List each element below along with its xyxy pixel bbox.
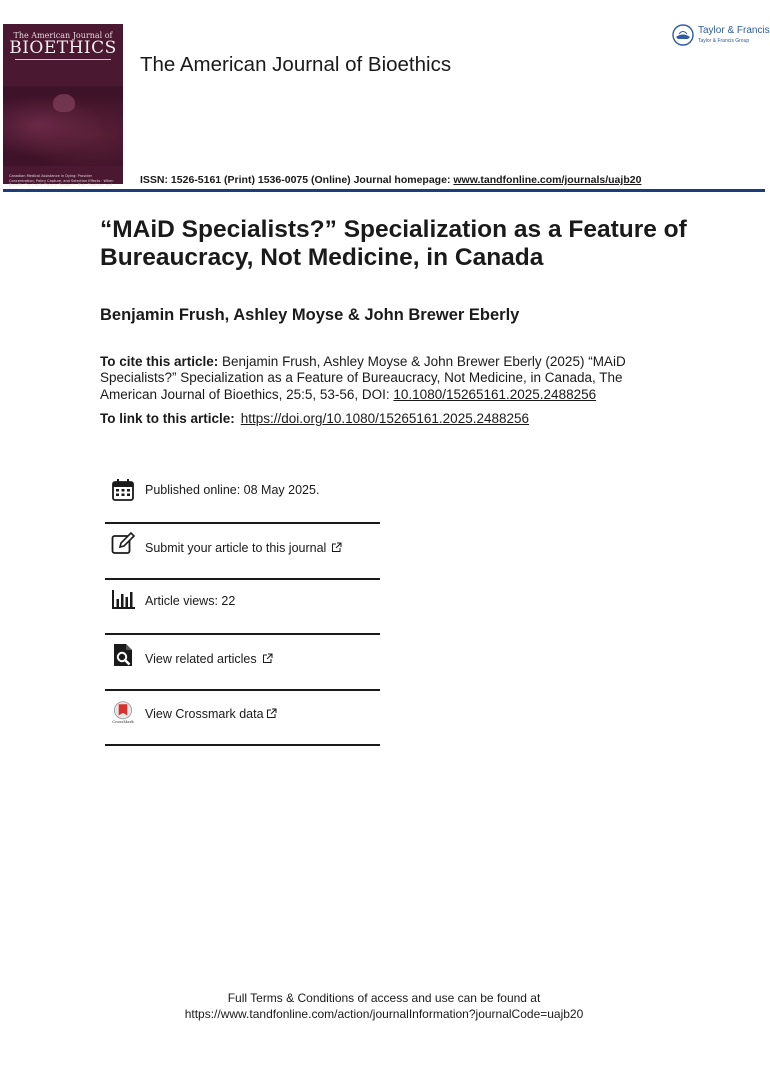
- cover-fine-print: Canadian Medical Assistance in Dying: Provider Concentration, Policy Capture, and Selection Effects · When Benefits Can Justify Risks in Research · Risk, Bioethics, and: [9, 174, 114, 187]
- external-link-icon: [266, 708, 277, 719]
- taylor-francis-icon: [672, 24, 694, 46]
- cover-divider: [15, 59, 111, 60]
- bar-chart-icon: [111, 588, 135, 612]
- crossmark-label: View Crossmark data: [145, 707, 264, 721]
- issn-line: [140, 174, 641, 186]
- related-articles-link[interactable]: [145, 652, 273, 666]
- external-link-icon: [262, 653, 273, 664]
- publisher-subname: Taylor & Francis Group: [698, 38, 750, 44]
- header-rule: [3, 189, 765, 192]
- article-doi-link[interactable]: https://doi.org/10.1080/15265161.2025.2488256: [240, 411, 530, 426]
- citation-label: To cite this article:: [100, 354, 219, 369]
- publisher-logo[interactable]: [672, 24, 768, 48]
- journal-homepage-link[interactable]: www.tandfonline.com/journals/uajb20: [453, 174, 642, 186]
- footer-terms: [0, 991, 768, 1022]
- publisher-name: Taylor & Francis: [698, 25, 770, 36]
- footer-line-1: Full Terms & Conditions of access and use can be found at: [227, 991, 541, 1005]
- journal-cover-image: [3, 24, 123, 187]
- citation-doi-link[interactable]: 10.1080/15265161.2025.2488256: [393, 386, 597, 402]
- citation-text: Benjamin Frush, Ashley Moyse & John Brewer Eberly (2025) “MAiD Specialists?” Specialization as a Feature of Bureaucracy, Not Medicine, in Canada, The American Journal of Bioethics, 25:5, 53-56, DOI:: [100, 354, 626, 402]
- info-divider: [105, 744, 380, 746]
- calendar-icon: [111, 478, 135, 502]
- crossmark-link[interactable]: [145, 707, 277, 721]
- external-link-icon: [331, 542, 342, 553]
- article-link-line: [100, 411, 529, 426]
- info-divider: [105, 633, 380, 635]
- issn-text: ISSN: 1526-5161 (Print) 1536-0075 (Online) Journal homepage:: [140, 174, 454, 186]
- article-title: “MAiD Specialists?” Specialization as a Feature of Bureaucracy, Not Medicine, in Canada: [100, 216, 687, 271]
- article-authors: Benjamin Frush, Ashley Moyse & John Brewer Eberly: [100, 306, 520, 324]
- submit-article-link[interactable]: [145, 541, 342, 555]
- info-divider: [105, 522, 380, 524]
- article-views: Article views: 22: [145, 594, 236, 608]
- cover-top-text: The American Journal of: [13, 31, 113, 40]
- related-articles-label: View related articles: [145, 652, 257, 666]
- article-views-row: [105, 588, 380, 643]
- journal-title: The American Journal of Bioethics: [140, 53, 452, 76]
- document-search-icon: [111, 643, 135, 667]
- crossmark-icon-text: CrossMark: [112, 719, 134, 725]
- edit-icon: [111, 532, 135, 556]
- info-divider: [105, 689, 380, 691]
- cover-figure: [53, 94, 75, 112]
- citation-block: [100, 354, 660, 403]
- footer-terms-link[interactable]: https://www.tandfonline.com/action/journalInformation?journalCode=uajb20: [184, 1006, 584, 1021]
- submit-article-label: Submit your article to this journal: [145, 541, 327, 555]
- cover-title: BIOETHICS: [9, 38, 117, 58]
- crossmark-icon: [111, 700, 135, 724]
- info-divider: [105, 578, 380, 580]
- published-date: Published online: 08 May 2025.: [145, 483, 320, 497]
- link-label: To link to this article:: [100, 411, 235, 426]
